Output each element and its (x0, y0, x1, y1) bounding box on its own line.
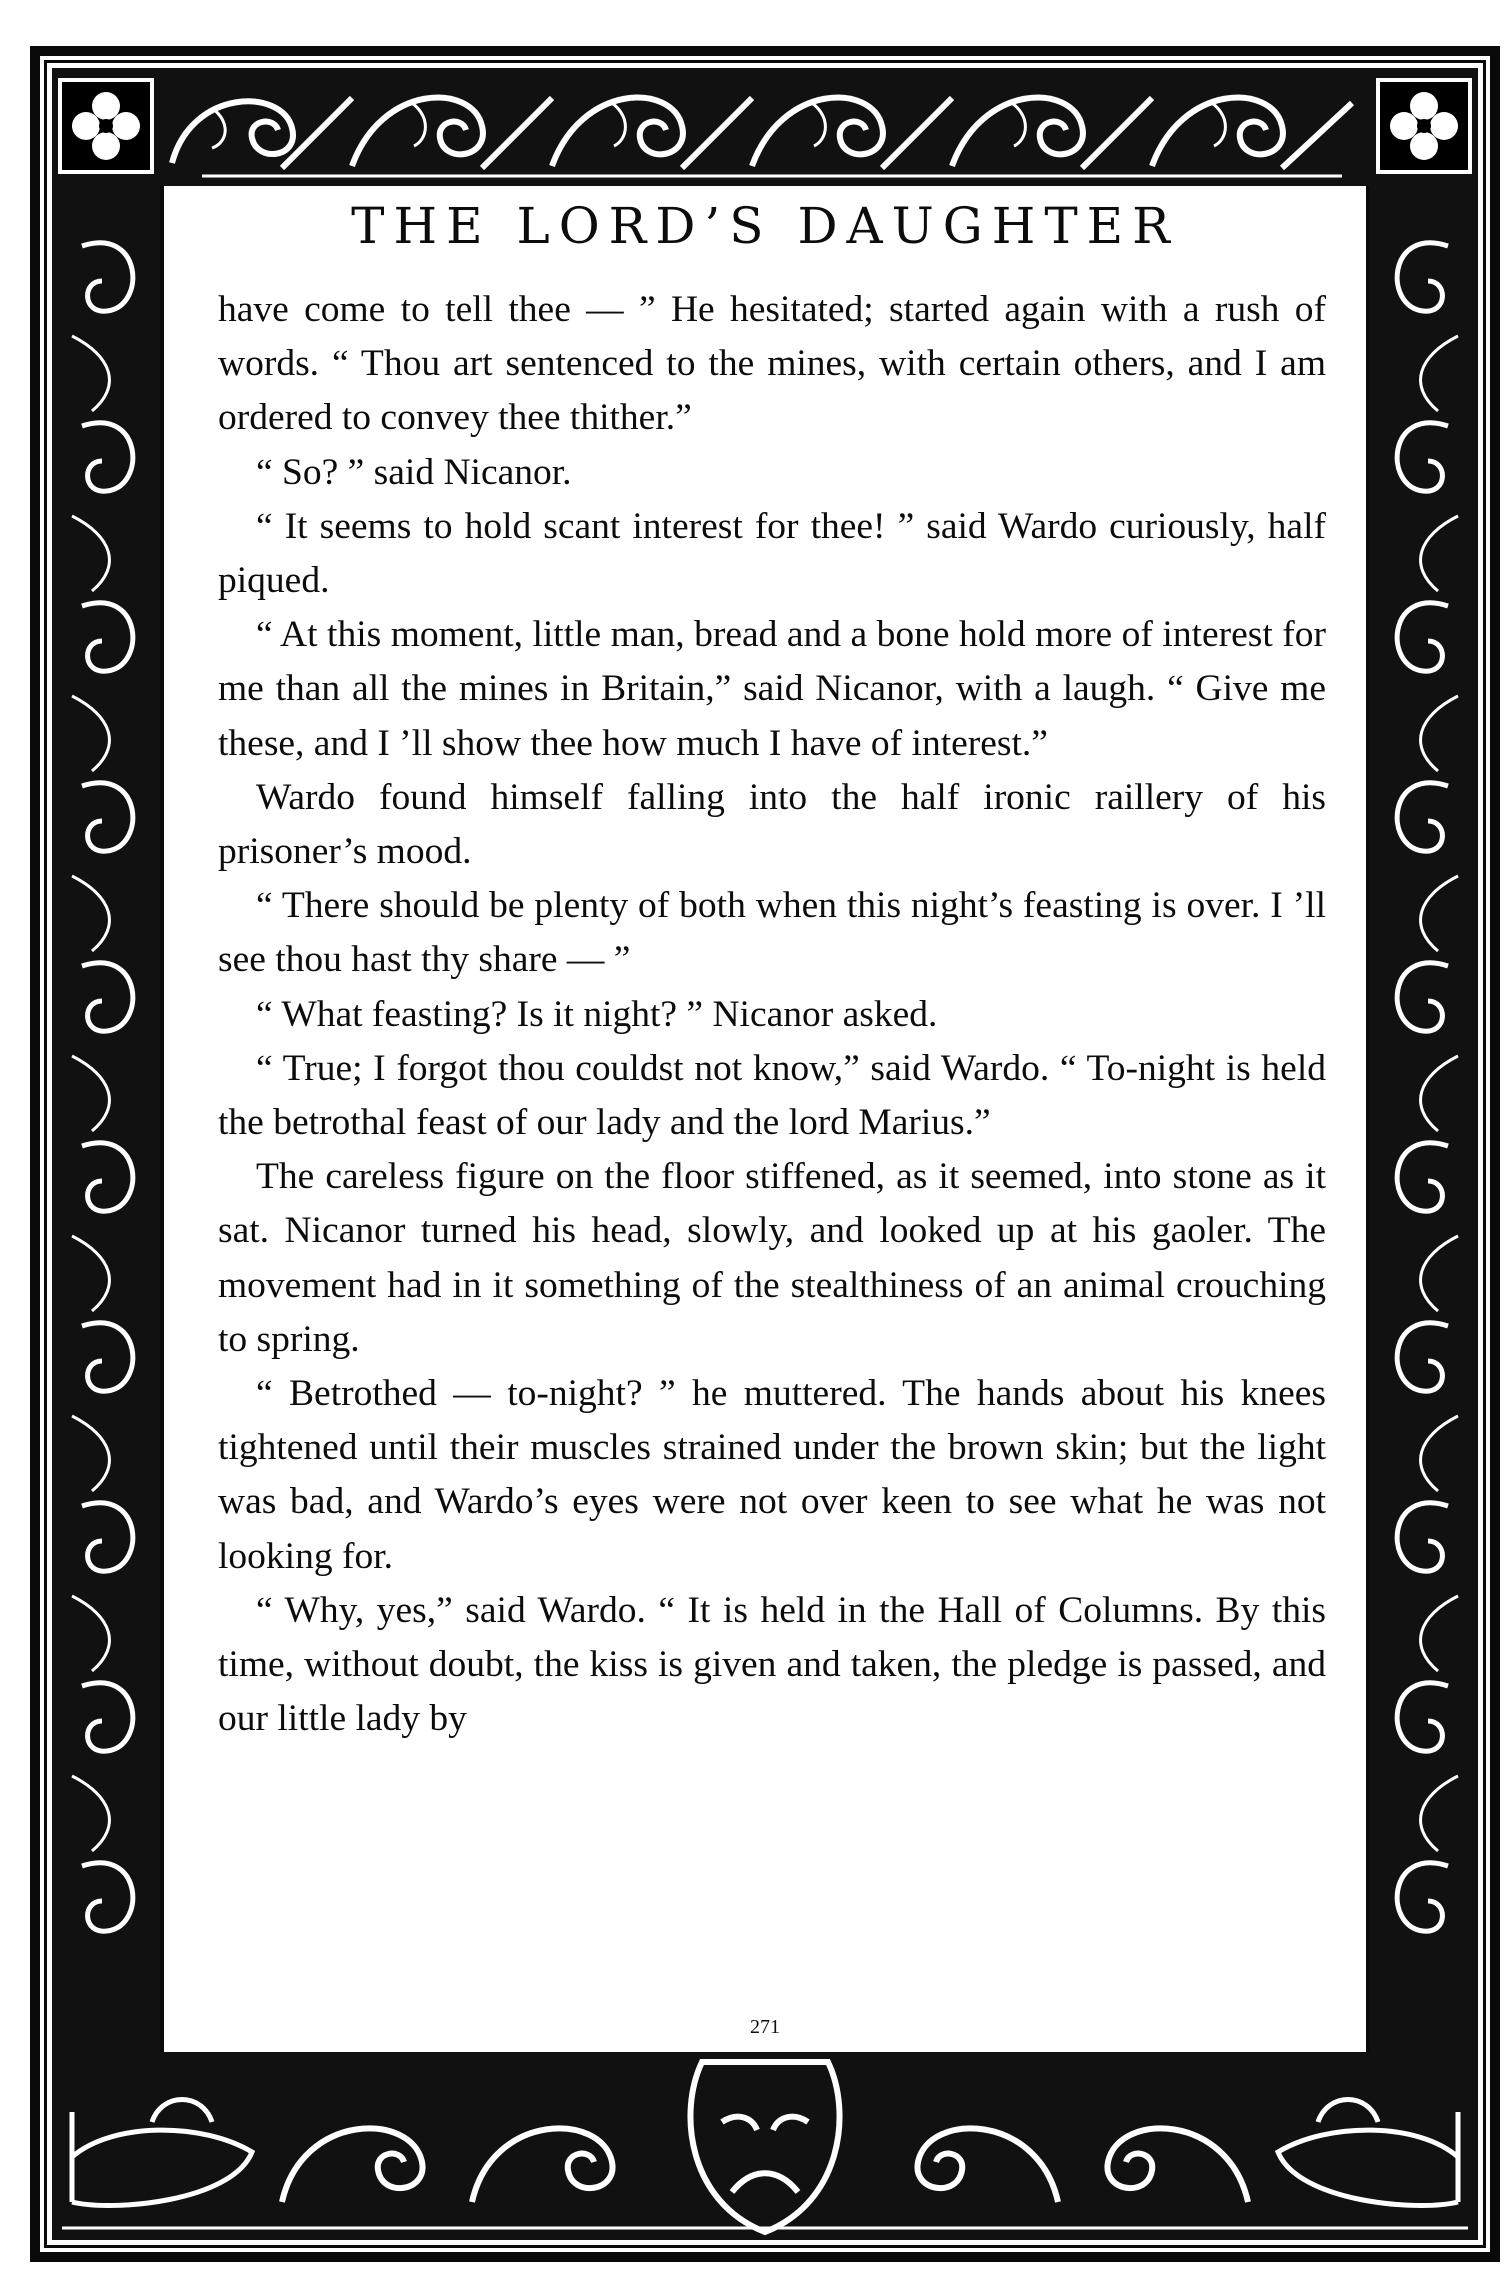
paragraph: have come to tell thee — ” He hesitated; started again with a rush of words. “ Thou art sentenced to the mines, with certain others, and I am ordered to convey thee thither.” (218, 289, 1326, 439)
oil-lamp-icon (72, 2100, 252, 2206)
paragraph: “ It seems to hold scant interest for thee! ” said Wardo curiously, half piqued. (218, 505, 1326, 602)
right-ornamental-border (1370, 186, 1478, 2054)
paragraph: “ True; I forgot thou couldst not know,” said Wardo. “ To-night is held the betrothal feast of our lady and the lord Marius.” (218, 1047, 1326, 1144)
four-petal-flower-icon (58, 78, 154, 174)
paragraph: “ So? ” said Nicanor. (256, 451, 572, 493)
paragraph: “ Betrothed — to-night? ” he muttered. The hands about his knees tightened until their muscles strained under the brown skin; but the light was bad, and Wardo’s eyes were not over keen to see what he was not looking for. (218, 1373, 1326, 1577)
bottom-ornamental-border (52, 2052, 1478, 2240)
scroll-spiral-icon (1370, 186, 1478, 2054)
scroll-spiral-icon (282, 2128, 1248, 2202)
paragraph: “ There should be plenty of both when this night’s feasting is over. I ’ll see thou hast thy share — ” (218, 885, 1326, 981)
running-head: THE LORD’S DAUGHTER (351, 197, 1179, 255)
paragraph: “ What feasting? Is it night? ” Nicanor asked. (256, 993, 938, 1035)
paragraph: “ At this moment, little man, bread and a bone hold more of interest for me than all the mines in Britain,” said Nicanor, with a laugh. “ Give me these, and I ’ll show thee how much I have of interest.” (218, 614, 1326, 764)
body-text (218, 283, 1326, 1746)
paragraph: The careless figure on the floor stiffened, as it seemed, into stone as it sat. Nicanor turned his head, slowly, and looked up at his gaoler. The movement had in it something of the stealthiness of an animal crouching to spring. (218, 1156, 1326, 1360)
four-petal-flower-icon (1376, 78, 1472, 174)
page-number: 271 (750, 2016, 780, 2038)
top-ornamental-border (52, 68, 1478, 188)
paragraph: Wardo found himself falling into the half ironic raillery of his prisoner’s mood. (218, 776, 1326, 873)
left-ornamental-border (52, 186, 160, 2054)
tragedy-mask-icon (690, 2062, 839, 2232)
scroll-spiral-icon (52, 68, 1478, 188)
paragraph: “ Why, yes,” said Wardo. “ It is held in the Hall of Columns. By this time, without doubt, the kiss is given and taken, the pledge is passed, and our little lady by (218, 1589, 1326, 1740)
scroll-spiral-icon (52, 186, 160, 2054)
oil-lamp-icon (1278, 2100, 1458, 2206)
